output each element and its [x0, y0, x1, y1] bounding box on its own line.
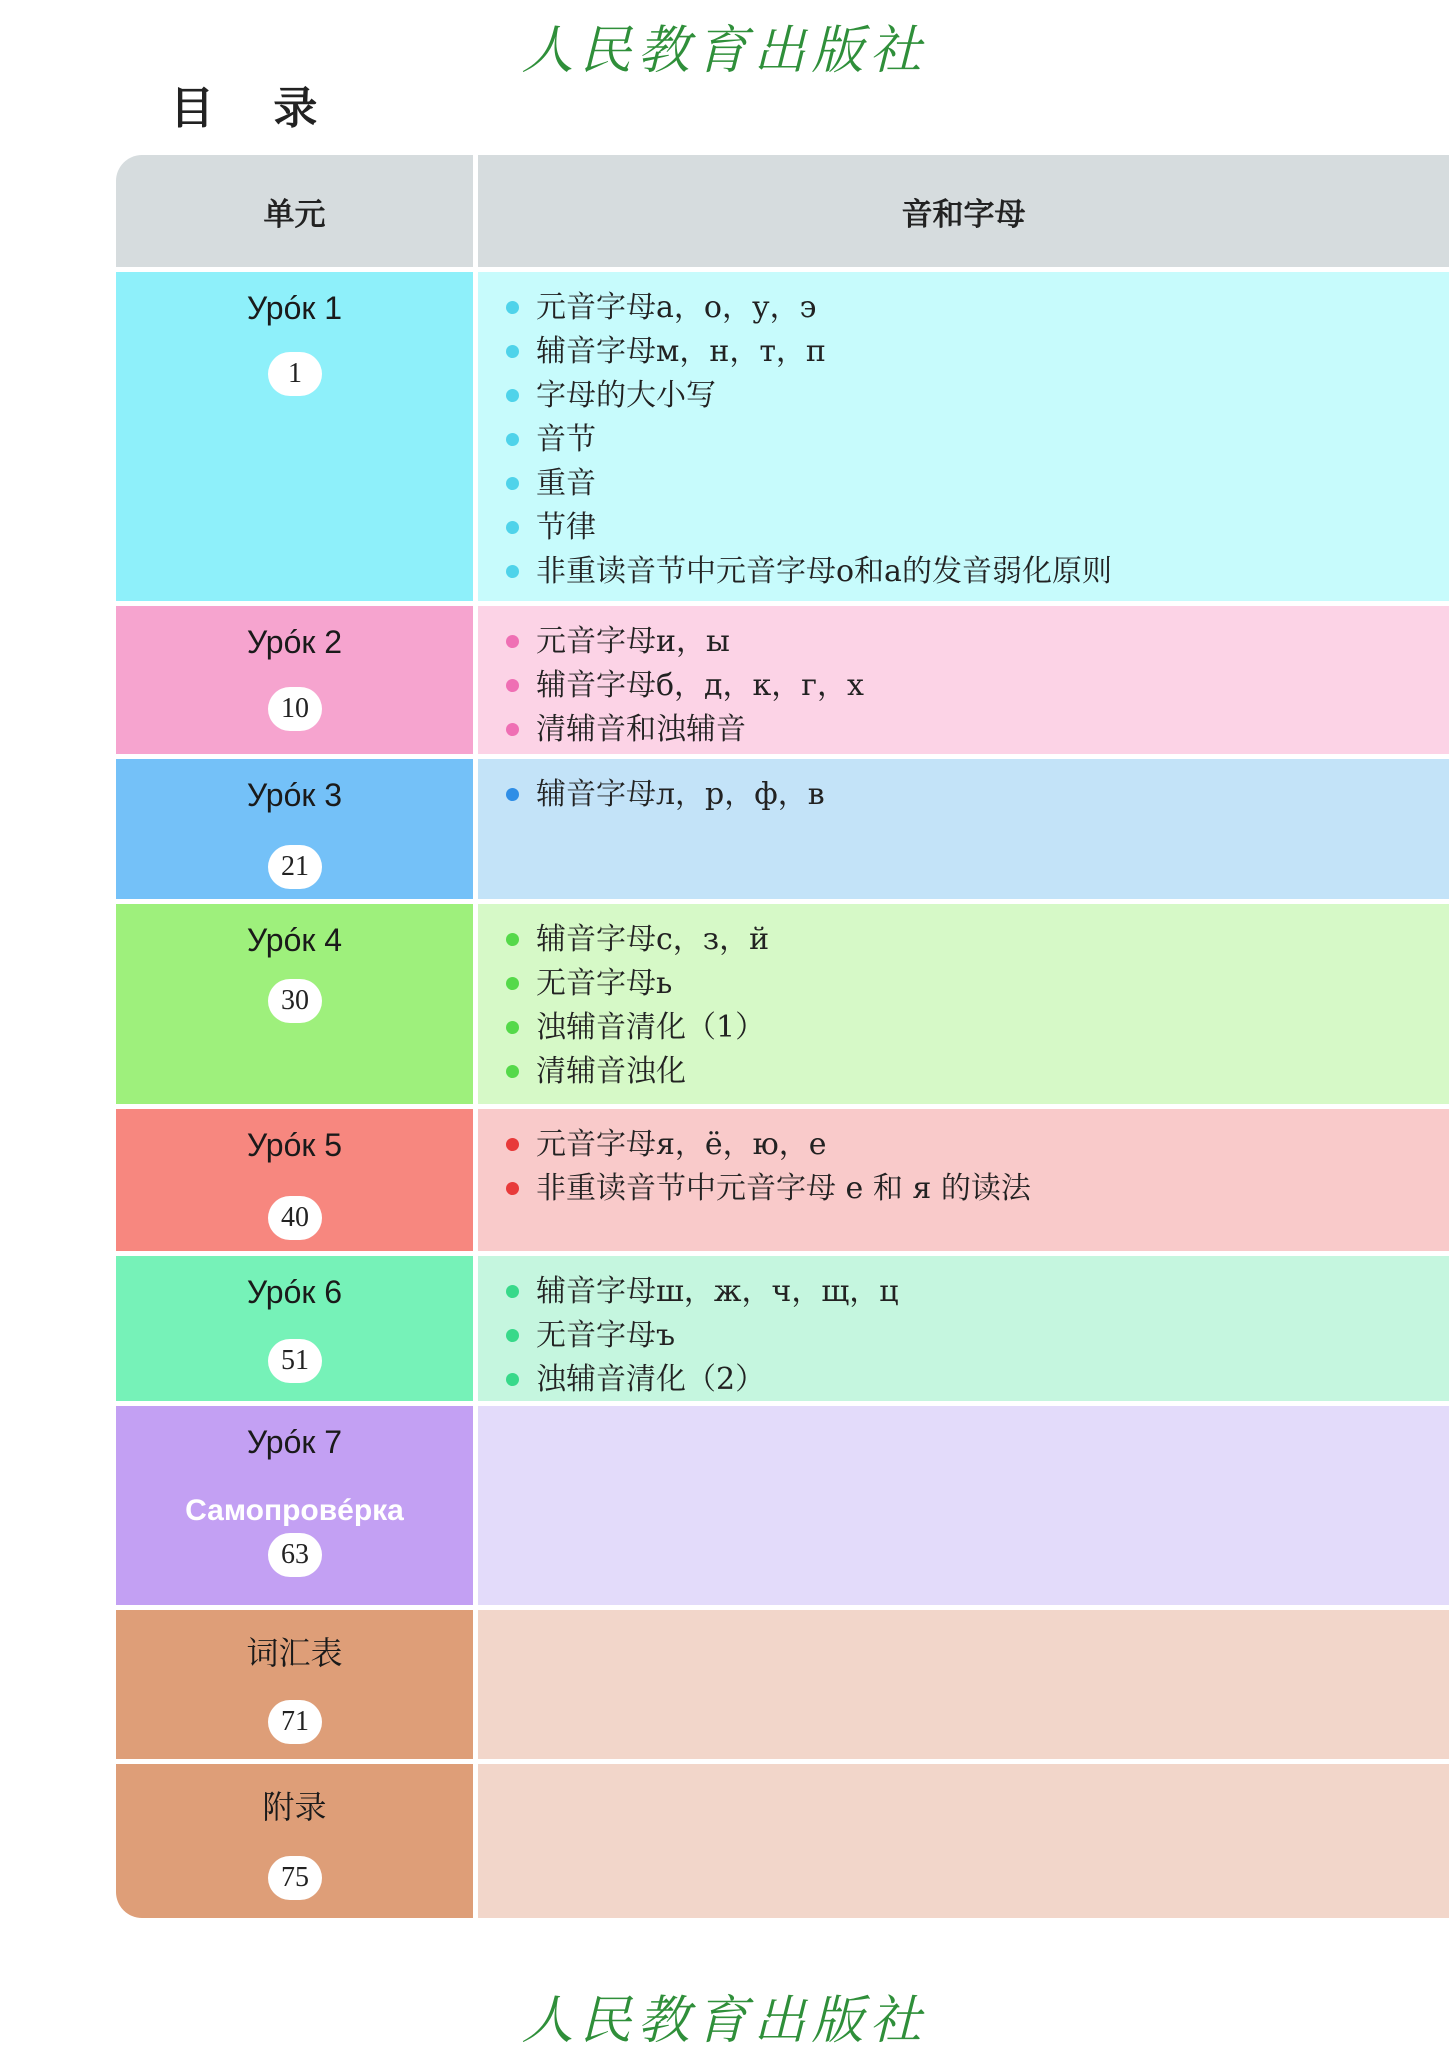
bullet-dot-icon: [506, 679, 519, 692]
topic-text: 辅音字母ш，ж，ч，щ，ц: [536, 1274, 899, 1309]
content-cell: [478, 1764, 1449, 1918]
content-cell: [478, 1256, 1449, 1401]
topic-text: 非重读音节中元音字母о和а的发音弱化原则: [536, 554, 1112, 589]
topic-item: [500, 664, 1449, 708]
unit-name: Урóк 3: [246, 777, 343, 813]
unit-cell: [116, 1764, 473, 1918]
toc-row: [116, 1109, 1449, 1251]
topic-text: 元音字母я，ё，ю，е: [536, 1127, 827, 1162]
topic-text: 清辅音浊化: [536, 1054, 686, 1089]
topic-item: [500, 1006, 1449, 1050]
bullet-dot-icon: [506, 345, 519, 358]
content-cell: [478, 272, 1449, 601]
content-cell: [478, 1109, 1449, 1251]
topic-item: [500, 462, 1449, 506]
bullet-dot-icon: [506, 1373, 519, 1386]
topic-item: [500, 708, 1449, 752]
bullet-dot-icon: [506, 565, 519, 578]
toc-row: [116, 1764, 1449, 1918]
topic-list: [478, 606, 1449, 752]
content-cell: [478, 606, 1449, 754]
page-number-badge[interactable]: 21: [268, 845, 322, 889]
topic-text: 节律: [536, 510, 596, 545]
bullet-dot-icon: [506, 1021, 519, 1034]
toc-row: [116, 759, 1449, 899]
topic-text: 辅音字母м，н，т，п: [536, 334, 826, 369]
topic-item: [500, 1270, 1449, 1314]
topic-item: [500, 918, 1449, 962]
unit-cell: [116, 1610, 473, 1759]
bullet-dot-icon: [506, 1182, 519, 1195]
unit-cell: [116, 272, 473, 601]
topic-item: [500, 550, 1449, 594]
bullet-dot-icon: [506, 635, 519, 648]
topic-list: [478, 904, 1449, 1094]
topic-list: [478, 759, 1449, 817]
publisher-logo-top: 人民教育出版社: [521, 21, 928, 81]
page-title: 目 录: [170, 83, 340, 134]
topic-item: [500, 1358, 1449, 1402]
bullet-dot-icon: [506, 1065, 519, 1078]
unit-name: 词汇表: [246, 1635, 343, 1671]
topic-text: 清辅音和浊辅音: [536, 712, 746, 747]
unit-cell: [116, 759, 473, 899]
unit-name: Урóк 2: [246, 624, 343, 660]
unit-cell: [116, 904, 473, 1104]
header-content: 音和字母: [478, 155, 1449, 267]
topic-text: 无音字母ъ: [536, 1318, 676, 1353]
page-number-badge[interactable]: 71: [268, 1700, 322, 1744]
page-number-badge[interactable]: 1: [268, 352, 322, 396]
unit-name: Урóк 7: [246, 1424, 343, 1460]
topic-text: 辅音字母с，з，й: [536, 922, 770, 957]
page-number-badge[interactable]: 10: [268, 687, 322, 731]
bullet-dot-icon: [506, 389, 519, 402]
header-unit: 单元: [116, 155, 473, 267]
topic-text: 音节: [536, 422, 596, 457]
bullet-dot-icon: [506, 521, 519, 534]
topic-text: 辅音字母л，р，ф，в: [536, 777, 825, 812]
page-number-badge[interactable]: 40: [268, 1196, 322, 1240]
publisher-logo-bottom: 人民教育出版社: [521, 1991, 928, 2051]
topic-text: 浊辅音清化（2）: [536, 1362, 766, 1397]
bullet-dot-icon: [506, 477, 519, 490]
unit-cell: [116, 606, 473, 754]
topic-item: [500, 962, 1449, 1006]
topic-list: [478, 1256, 1449, 1402]
topic-item: [500, 620, 1449, 664]
bullet-dot-icon: [506, 1329, 519, 1342]
bullet-dot-icon: [506, 301, 519, 314]
topic-item: [500, 1167, 1449, 1211]
bullet-dot-icon: [506, 1285, 519, 1298]
page-number-badge[interactable]: 51: [268, 1339, 322, 1383]
bullet-dot-icon: [506, 977, 519, 990]
topic-item: [500, 1050, 1449, 1094]
unit-cell: [116, 1109, 473, 1251]
topic-item: [500, 374, 1449, 418]
topic-item: [500, 1123, 1449, 1167]
unit-name: Урóк 1: [246, 290, 343, 326]
topic-text: 元音字母и，ы: [536, 624, 730, 659]
table-header: [116, 155, 1449, 267]
topic-text: 非重读音节中元音字母 е 和 я 的读法: [536, 1171, 1031, 1206]
unit-name: Урóк 5: [246, 1127, 343, 1163]
topic-item: [500, 1314, 1449, 1358]
content-cell: [478, 904, 1449, 1104]
bullet-dot-icon: [506, 723, 519, 736]
topic-text: 重音: [536, 466, 596, 501]
toc-row: [116, 606, 1449, 754]
toc-row: [116, 904, 1449, 1104]
topic-item: [500, 418, 1449, 462]
content-cell: [478, 759, 1449, 899]
content-cell: [478, 1610, 1449, 1759]
topic-text: 无音字母ь: [536, 966, 673, 1001]
topic-item: [500, 773, 1449, 817]
unit-name: 附录: [262, 1789, 327, 1825]
unit-subtitle: Самопровéрка: [185, 1494, 404, 1527]
topic-list: [478, 272, 1449, 594]
topic-list: [478, 1109, 1449, 1211]
bullet-dot-icon: [506, 1138, 519, 1151]
bullet-dot-icon: [506, 433, 519, 446]
toc-row: [116, 272, 1449, 601]
toc-row: [116, 1610, 1449, 1759]
topic-text: 元音字母а，о，у，э: [536, 290, 817, 325]
bullet-dot-icon: [506, 788, 519, 801]
bullet-dot-icon: [506, 933, 519, 946]
page-number-badge[interactable]: 30: [268, 979, 322, 1023]
toc-table: [116, 155, 1449, 1918]
toc-row: [116, 1256, 1449, 1401]
topic-item: [500, 286, 1449, 330]
unit-name: Урóк 6: [246, 1274, 343, 1310]
topic-text: 浊辅音清化（1）: [536, 1010, 766, 1045]
topic-item: [500, 506, 1449, 550]
toc-row: [116, 1406, 1449, 1605]
unit-name: Урóк 4: [246, 922, 343, 958]
unit-cell: [116, 1406, 473, 1605]
page-number-badge[interactable]: 75: [268, 1856, 322, 1900]
page-number-badge[interactable]: 63: [268, 1533, 322, 1577]
topic-text: 字母的大小写: [536, 378, 716, 413]
content-cell: [478, 1406, 1449, 1605]
unit-cell: [116, 1256, 473, 1401]
topic-text: 辅音字母б，д，к，г，х: [536, 668, 864, 703]
topic-item: [500, 330, 1449, 374]
